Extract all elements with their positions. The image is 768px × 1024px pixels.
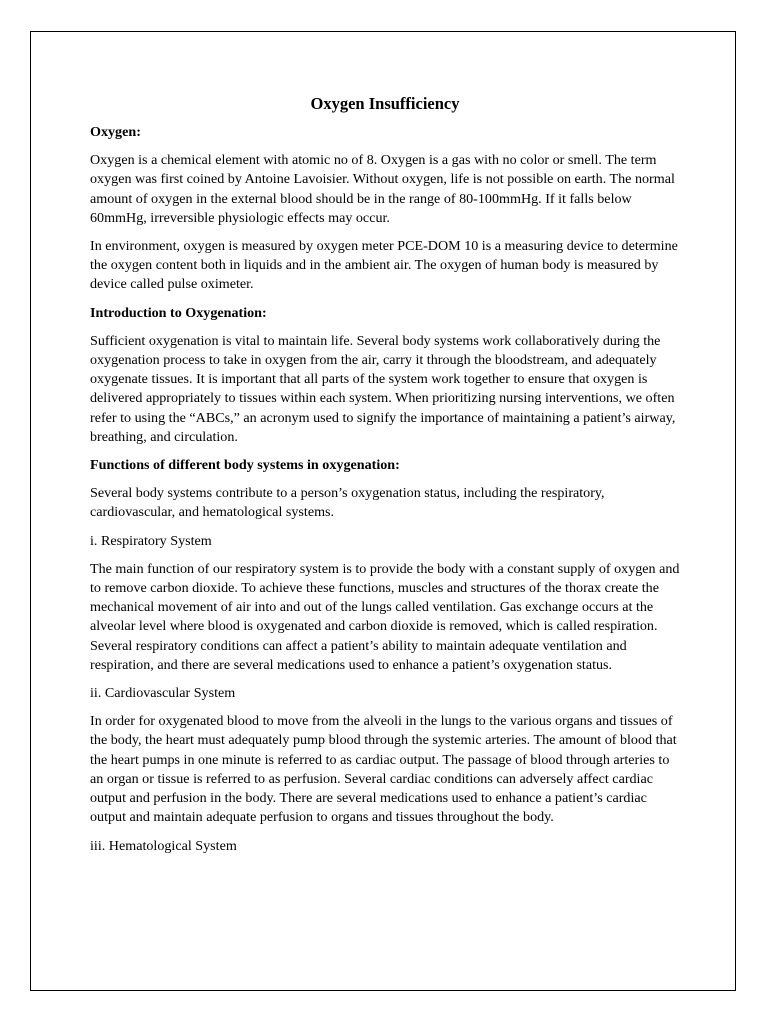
section-heading-oxygen: Oxygen: [90, 124, 141, 140]
paragraph-introduction: Sufficient oxygenation is vital to maintain life. Several body systems work collaboratively during the oxygenation process to take in oxygen from the air, carry it through the bloodstream, and adequately oxygenate tissues. It is important that all parts of the system work together to ensure that oxygen is delivered appropriately to tissues within each system. When prioritizing nursing interventions, we often refer to using the “ABCs,” an acronym used to signify the importance of maintaining a patient’s airway, breathing, and circulation. [90, 332, 676, 445]
subheading-hematological-system: iii. Hematological System [90, 837, 237, 854]
document-content [90, 94, 680, 865]
section-heading-introduction: Introduction to Oxygenation: [90, 304, 267, 321]
subheading-cardiovascular-system: ii. Cardiovascular System [90, 685, 236, 702]
paragraph-oxygen-measurement: In environment, oxygen is measured by oxygen meter PCE-DOM 10 is a measuring device to determine the oxygen content both in liquids and in the ambient air. The oxygen of human body is measured by device called pulse oximeter. [90, 238, 678, 293]
subheading-respiratory-system: i. Respiratory System [90, 532, 212, 549]
paragraph-cardiovascular-system: In order for oxygenated blood to move from the alveoli in the lungs to the various organs and tissues of the body, the heart must adequately pump blood through the systemic arteries. The amount of blood that the heart pumps in one minute is referred to as cardiac output. The passage of blood through arteries to an organ or tissue is referred to as perfusion. Several cardiac conditions can adversely affect cardiac output and perfusion in the body. There are several medications used to enhance a patient’s cardiac output and maintain adequate perfusion to organs and tissues throughout the body. [90, 713, 677, 826]
document-page [30, 31, 736, 991]
section-heading-functions: Functions of different body systems in oxygenation: [90, 457, 400, 474]
paragraph-respiratory-system: The main function of our respiratory system is to provide the body with a constant supply of oxygen and to remove carbon dioxide. To achieve these functions, muscles and structures of the thorax create the mechanical movement of air into and out of the lungs called ventilation. Gas exchange occurs at the alveolar level where blood is oxygenated and carbon dioxide is removed, which is called respiration. Several respiratory conditions can affect a patient’s ability to maintain adequate ventilation and respiration, and there are several medications used to enhance a patient’s oxygenation status. [90, 560, 680, 673]
paragraph-functions: Several body systems contribute to a person’s oxygenation status, including the respiratory, cardiovascular, and hematological systems. [90, 485, 605, 521]
document-title: Oxygen Insufficiency [310, 94, 460, 113]
paragraph-oxygen-definition: Oxygen is a chemical element with atomic no of 8. Oxygen is a gas with no color or smell. The term oxygen was first coined by Antoine Lavoisier. Without oxygen, life is not possible on earth. The normal amount of oxygen in the external blood should be in the range of 80-100mmHg. If it falls below 60mmHg, irreversible physiologic effects may occur. [90, 152, 675, 226]
